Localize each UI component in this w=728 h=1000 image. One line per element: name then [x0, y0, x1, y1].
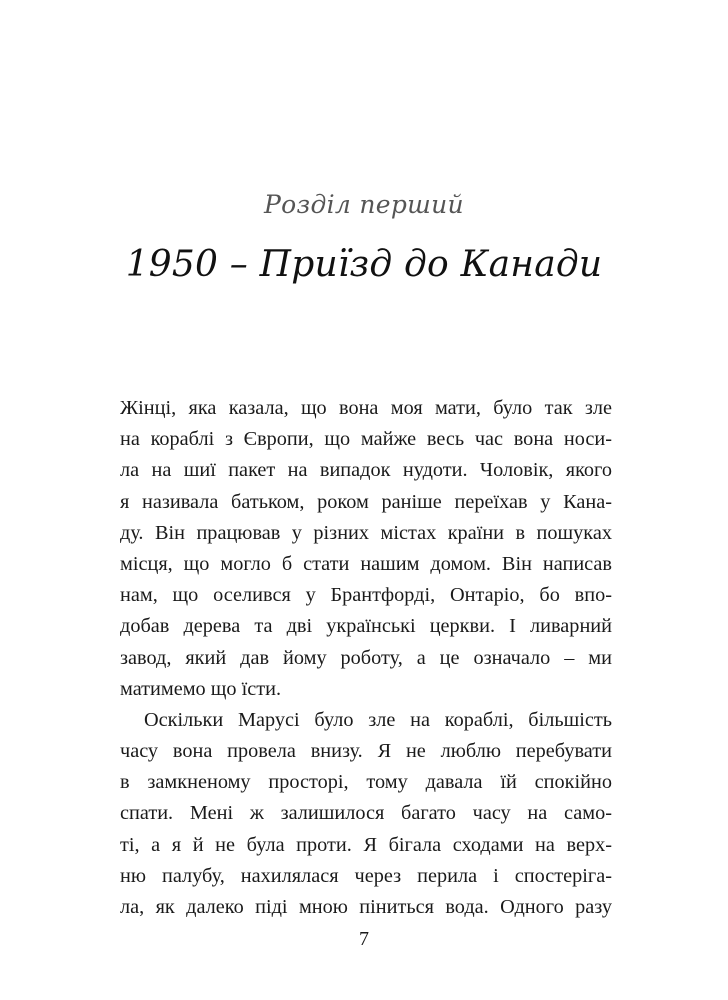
text-line: нам, що оселився у Брантфорді, Онтаріо, бо впо-	[120, 584, 612, 607]
text-line: ню палубу, нахилялася через перила і спостеріга-	[120, 864, 612, 887]
text-line: завод, який дав йому роботу, а це означало – ми	[120, 646, 612, 669]
text-line: на кораблі з Європи, що майже весь час вона носи-	[120, 428, 612, 451]
page-number: 7	[359, 928, 369, 950]
text-line: ла на шиї пакет на випадок нудоти. Чоловік, якого	[120, 459, 612, 482]
text-line: ла, як далеко піді мною піниться вода. Одного разу	[120, 896, 612, 918]
chapter-body	[120, 393, 612, 923]
text-line: в замкненому просторі, тому давала їй спокійно	[120, 771, 612, 794]
text-line: ду. Він працював у різних містах країни в пошуках	[120, 521, 612, 544]
text-line: спати. Мені ж залишилося багато часу на само-	[120, 802, 612, 825]
text-line: ті, а я й не була проти. Я бігала сходами на верх-	[120, 833, 612, 856]
paragraph-1	[120, 393, 612, 705]
text-line: матимемо що їсти.	[120, 677, 282, 700]
chapter-label: Розділ перший	[264, 190, 464, 219]
text-line: я називала батьком, роком раніше переїхав у Кана-	[120, 490, 612, 513]
text-line: Жінці, яка казала, що вона моя мати, було так зле	[120, 397, 612, 419]
text-line: добав дерева та дві українські церкви. І ливарний	[120, 615, 612, 638]
text-line: Оскільки Марусі було зле на кораблі, більшість	[144, 708, 612, 731]
text-line: місця, що могло б стати нашим домом. Він написав	[120, 552, 612, 575]
chapter-title: 1950 – Приїзд до Канади	[125, 244, 603, 285]
text-line: часу вона провела внизу. Я не люблю перебувати	[120, 740, 612, 763]
paragraph-2	[120, 705, 612, 923]
